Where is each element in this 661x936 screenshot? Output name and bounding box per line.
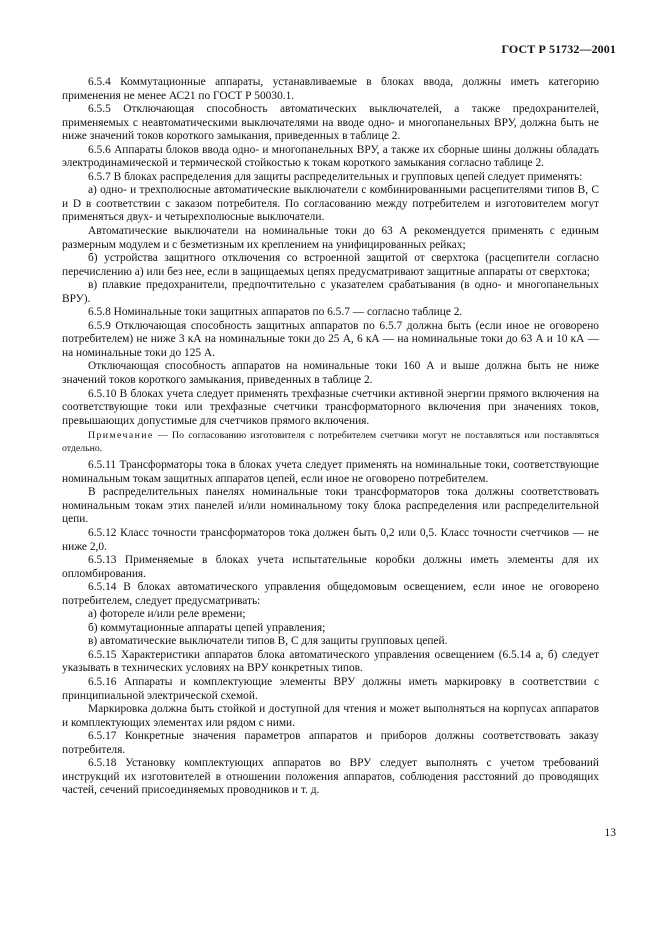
paragraph-6-5-18: 6.5.18 Установку комплектующих аппаратов во ВРУ следует выполнять с учетом требований инструкций их изготовителей в отношении положения аппаратов, соблюдения расстояний до проводящих частей, сечений присоединяемых проводников и т. д.: [62, 757, 599, 797]
paragraph-6-5-15: 6.5.15 Характеристики аппаратов блока автоматического управления освещением (6.5.14 а, б) следует указывать в технических условиях на ВРУ конкретных типов.: [62, 648, 599, 675]
paragraph-distribution-panels: В распределительных панелях номинальные токи трансформаторов тока должны соответствовать номинальным токам этих панелей и/или номинальному току блока распределения или распределительной цепи.: [62, 486, 599, 526]
note-label: Примечание: [88, 430, 154, 442]
paragraph-6-5-8: 6.5.8 Номинальные токи защитных аппаратов по 6.5.7 — согласно таблице 2.: [88, 306, 463, 319]
list-item-breakers: в) автоматические выключатели типов В, С для защиты групповых цепей.: [88, 635, 448, 648]
list-item-photorelay: а) фотореле и/или реле времени;: [88, 608, 246, 621]
note-text: — По согласованию изготовителя с потребителем счетчики могут не поставляться или поставляться отдельно.: [62, 430, 599, 454]
paragraph-6-5-5: 6.5.5 Отключающая способность автоматических выключателей, а также предохранителей, применяемых с неавтоматическими выключателями на вводе одно- и многопанельных ВРУ, должна быть не ниже значений токов короткого замыкания, приведенных в таблице 2.: [62, 103, 599, 143]
paragraph-breakers-63a: Автоматические выключатели на номинальные токи до 63 А рекомендуется применять с единым размерным модулем и с безметизным их креплением на унифицированных рейках;: [62, 225, 599, 251]
list-item-v: в) плавкие предохранители, предпочтительно с указателем срабатывания (в одно- и многопанельных ВРУ).: [62, 279, 599, 305]
list-item-switching: б) коммутационные аппараты цепей управления;: [88, 621, 326, 634]
paragraph-6-5-10: 6.5.10 В блоках учета следует применять трехфазные счетчики активной энергии прямого включения на соответствующие токи или трехфазные счетчики трансформаторного включения при значениях токов, превышающих допустимые для счетчиков прямого включения.: [62, 387, 599, 427]
paragraph-6-5-6: 6.5.6 Аппараты блоков ввода одно- и многопанельных ВРУ, а также их сборные шины должны обладать электродинамической и термической стойкостью к токам короткого замыкания согласно таблице 2.: [62, 143, 599, 170]
note: [62, 430, 599, 455]
list-item-b: б) устройства защитного отключения со встроенной защитой от сверхтока (расцепители согласно перечислению а) или без нее, если в защищаемых цепях предусматривают защитные аппараты от сверхтока;: [62, 252, 599, 278]
paragraph-breaking-capacity-160a: Отключающая способность аппаратов на номинальные токи 160 А и выше должна быть не ниже значений токов короткого замыкания, приведенных в таблице 2.: [62, 360, 599, 387]
paragraph-6-5-11: 6.5.11 Трансформаторы тока в блоках учета следует применять на номинальные токи, соответствующие номинальным токам защитных аппаратов цепей, если иное не оговорено потребителем.: [62, 459, 599, 485]
page-number: 13: [604, 827, 616, 839]
paragraph-6-5-16: 6.5.16 Аппараты и комплектующие элементы ВРУ должны иметь маркировку в соответствии с принципиальной электрической схемой.: [62, 675, 599, 702]
list-item-a: а) одно- и трехполюсные автоматические выключатели с комбинированными расцепителями типов В, С и D в соответствии с заказом потребителя. По согласованию между потребителем и изготовителем могут применяться двух- и четырехполюсные выключатели.: [62, 184, 599, 224]
paragraph-6-5-13: 6.5.13 Применяемые в блоках учета испытательные коробки должны иметь элементы для их опломбирования.: [62, 554, 599, 580]
document-body: [62, 76, 599, 798]
paragraph-6-5-17: 6.5.17 Конкретные значения параметров аппаратов и приборов должны соответствовать заказу потребителя.: [62, 730, 599, 756]
paragraph-6-5-9: 6.5.9 Отключающая способность защитных аппаратов по 6.5.7 должна быть (если иное не оговорено потребителем) не ниже 3 кА на номинальные токи до 25 А, 6 кА — на номинальные токи до 63 А и 10 кА — на номинальные токи до 125 А.: [62, 319, 599, 359]
paragraph-marking: Маркировка должна быть стойкой и доступной для чтения и может выполняться на корпусах аппаратов и комплектующих элементах или рядом с ними.: [62, 703, 599, 729]
paragraph-6-5-7: 6.5.7 В блоках распределения для защиты распределительных и групповых цепей следует применять:: [88, 170, 583, 183]
paragraph-6-5-14: 6.5.14 В блоках автоматического управления общедомовым освещением, если иное не оговорено потребителем, следует предусматривать:: [62, 581, 599, 607]
document-standard-id: ГОСТ Р 51732—2001: [501, 42, 616, 56]
paragraph-6-5-4: 6.5.4 Коммутационные аппараты, устанавливаемые в блоках ввода, должны иметь категорию применения не менее АС21 по ГОСТ Р 50030.1.: [62, 76, 599, 102]
paragraph-6-5-12: 6.5.12 Класс точности трансформаторов тока должен быть 0,2 или 0,5. Класс точности счетчиков — не ниже 2,0.: [62, 526, 599, 553]
